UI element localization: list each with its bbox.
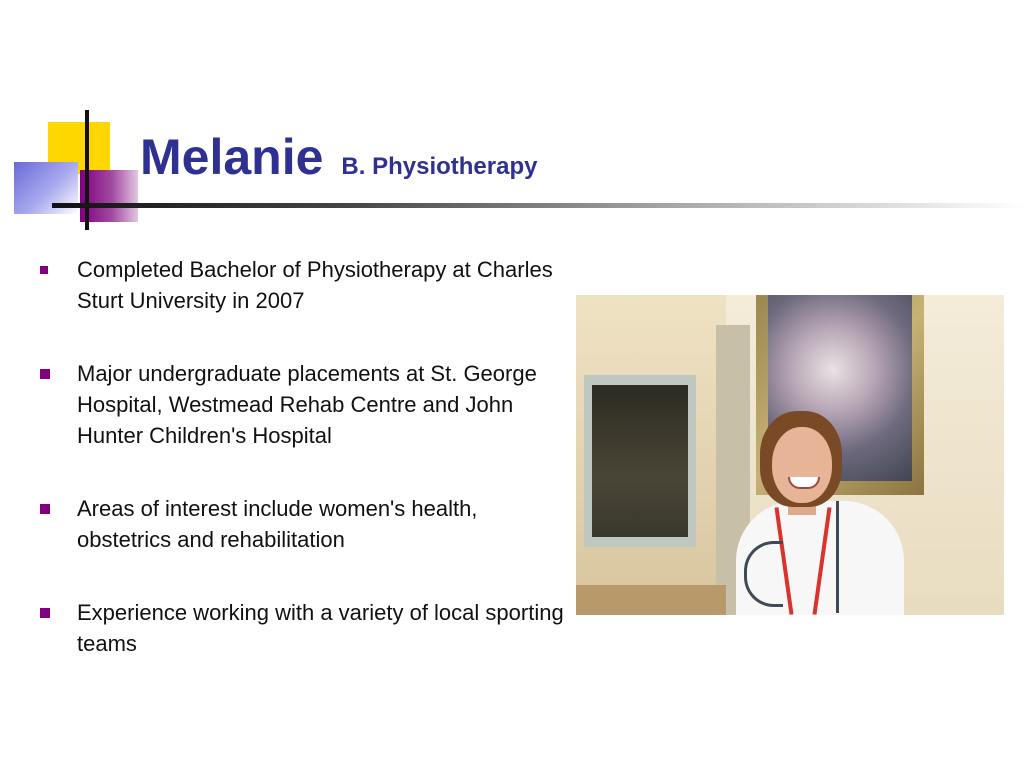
square-bullet-icon xyxy=(40,504,50,514)
bullet-text: Areas of interest include women's health, obstetrics and rehabilitation xyxy=(77,496,478,552)
title-name: Melanie xyxy=(140,129,324,185)
bullet-text: Major undergraduate placements at St. George Hospital, Westmead Rehab Centre and John Hunter Children's Hospital xyxy=(77,361,537,448)
list-item xyxy=(40,358,570,451)
bullet-list xyxy=(40,254,570,701)
square-bullet-icon xyxy=(40,266,48,274)
title-underline xyxy=(52,203,1024,208)
logo-vertical-line xyxy=(85,110,89,230)
bullet-text: Completed Bachelor of Physiotherapy at Charles Sturt University in 2007 xyxy=(77,257,553,313)
list-item xyxy=(40,254,570,316)
decorative-logo xyxy=(0,100,150,230)
person-face xyxy=(772,427,832,503)
list-item xyxy=(40,597,570,659)
square-bullet-icon xyxy=(40,608,50,618)
square-bullet-icon xyxy=(40,369,50,379)
title-qualification: B. Physiotherapy xyxy=(341,153,538,180)
portrait-photo xyxy=(576,295,1004,615)
slide-title xyxy=(140,128,537,186)
bullet-text: Experience working with a variety of local sporting teams xyxy=(77,600,564,656)
list-item xyxy=(40,493,570,555)
